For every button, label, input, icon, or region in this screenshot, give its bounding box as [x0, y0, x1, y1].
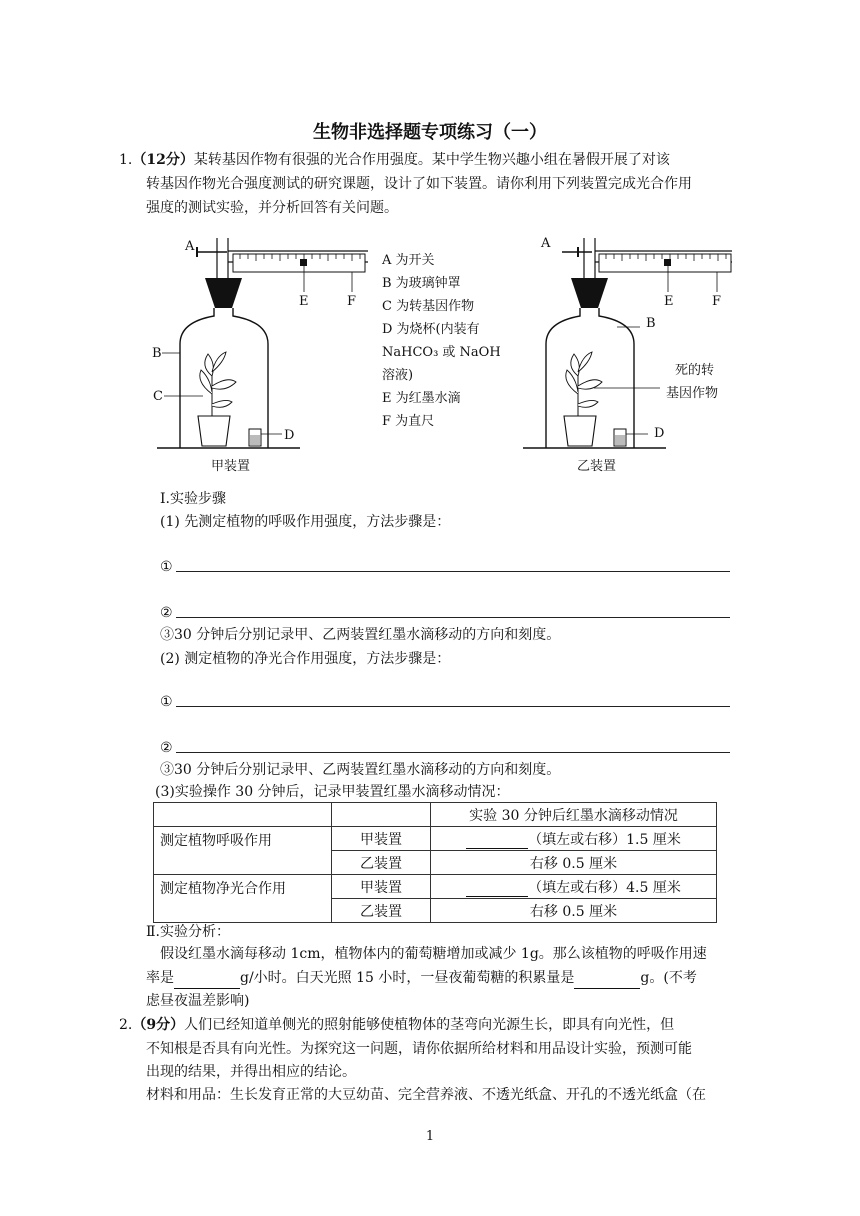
step2-heading: (2) 测定植物的净光合作用强度，方法步骤是：	[160, 651, 451, 667]
fill-blank-1[interactable]	[466, 834, 528, 849]
q1-intro-1: 某转基因作物有很强的光合作用强度。某中学生物兴趣小组在暑假开展了对该	[193, 152, 670, 168]
legend-8: F 为直尺	[382, 414, 435, 429]
analysis-text: g/小时。白天光照 15 小时，一昼夜葡萄糖的积累量是	[240, 970, 575, 986]
step2-item-1-label: ①	[160, 694, 173, 710]
label-d-right: D	[654, 426, 665, 441]
result-cell: 右移 0.5 厘米	[431, 899, 717, 923]
label-a-right: A	[541, 236, 551, 251]
step3-heading: (3)实验操作 30 分钟后，记录甲装置红墨水滴移动情况：	[155, 784, 510, 800]
step2-answer-line-1[interactable]	[176, 706, 730, 707]
fill-blank-2[interactable]	[466, 882, 528, 897]
device-cell: 甲装置	[332, 827, 431, 851]
result-cell	[431, 827, 717, 851]
page-title: 生物非选择题专项练习（一）	[313, 122, 547, 143]
device-cell: 乙装置	[332, 851, 431, 875]
analysis-text: 率是	[146, 970, 174, 986]
q1-intro-2: 转基因作物光合强度测试的研究课题，设计了如下装置。请你利用下列装置完成光合作用	[146, 176, 692, 192]
step2-item-2-label: ②	[160, 740, 173, 756]
figure-legend	[381, 252, 501, 429]
device-cell: 甲装置	[332, 875, 431, 899]
label-e-left: E	[299, 294, 309, 309]
legend-5: NaHCO₃ 或 NaOH	[382, 345, 501, 360]
result-cell: 右移 0.5 厘米	[431, 851, 717, 875]
group-photosynthesis: 测定植物净光合作用	[154, 875, 332, 923]
q1-score: （12分）	[132, 152, 194, 168]
analysis-line-3: 虑昼夜温差影响)	[146, 993, 250, 1009]
fill-blank-respiration-rate[interactable]	[174, 974, 240, 989]
label-a-left: A	[185, 239, 195, 254]
group-respiration: 测定植物呼吸作用	[154, 827, 332, 875]
step1-item-1-label: ①	[160, 559, 173, 575]
dead-plant-line-1: 死的转	[675, 363, 715, 378]
result-text: （填左或右移）4.5 厘米	[528, 879, 681, 896]
label-b-right: B	[646, 316, 656, 331]
q2-line-1	[119, 1014, 674, 1036]
result-text: （填左或右移）1.5 厘米	[528, 831, 681, 848]
step2-item-3: ③30 分钟后分别记录甲、乙两装置红墨水滴移动的方向和刻度。	[160, 762, 561, 778]
table-header-cell: 实验 30 分钟后红墨水滴移动情况	[431, 803, 717, 827]
q1-line-1	[119, 149, 670, 171]
legend-1: A 为开关	[382, 253, 435, 268]
step1-answer-line-1[interactable]	[176, 571, 730, 572]
analysis-heading: Ⅱ.实验分析：	[146, 924, 230, 940]
legend-6: 溶液)	[382, 368, 414, 383]
result-cell	[431, 875, 717, 899]
device-yi	[523, 236, 732, 474]
legend-3: C 为转基因作物	[382, 299, 475, 314]
page-number: 1	[425, 1129, 435, 1144]
device-cell: 乙装置	[332, 899, 431, 923]
legend-7: E 为红墨水滴	[382, 391, 461, 406]
q1-intro-3: 强度的测试实验，并分析回答有关问题。	[146, 200, 398, 216]
step1-item-2-label: ②	[160, 605, 173, 621]
q2-text-1: 人们已经知道单侧光的照射能够使植物体的茎弯向光源生长，即具有向光性，但	[184, 1017, 675, 1033]
results-table	[153, 802, 717, 923]
legend-4: D 为烧杯(内装有	[382, 322, 480, 337]
label-f-left: F	[347, 294, 357, 309]
step1-item-3: ③30 分钟后分别记录甲、乙两装置红墨水滴移动的方向和刻度。	[160, 627, 561, 643]
table-header-row	[154, 803, 717, 827]
q2-score: （9分）	[132, 1017, 185, 1033]
analysis-line-2	[146, 967, 697, 989]
step2-answer-line-2[interactable]	[176, 752, 730, 753]
table-row	[154, 827, 717, 851]
table-row	[154, 875, 717, 899]
q1-number: 1.	[119, 152, 133, 168]
label-e-right: E	[664, 294, 674, 309]
table-header-cell	[332, 803, 431, 827]
label-d-left: D	[284, 428, 295, 443]
dead-plant-line-2: 基因作物	[666, 386, 719, 401]
analysis-line-1: 假设红墨水滴每移动 1cm，植物体内的葡萄糖增加或减少 1g。那么该植物的呼吸作用速	[160, 946, 707, 962]
legend-2: B 为玻璃钟罩	[382, 276, 461, 291]
device-jia	[152, 238, 368, 474]
step1-answer-line-2[interactable]	[176, 617, 730, 618]
q2-text-4: 材料和用品：生长发育正常的大豆幼苗、完全营养液、不透光纸盒、开孔的不透光纸盒（在	[146, 1087, 706, 1103]
fill-blank-glucose-accumulation[interactable]	[574, 974, 640, 989]
caption-jia: 甲装置	[211, 459, 251, 474]
apparatus-figure	[0, 226, 860, 478]
steps-heading: Ⅰ.实验步骤	[160, 491, 226, 507]
label-c-left: C	[153, 389, 163, 404]
table-header-cell	[154, 803, 332, 827]
q2-text-2: 不知根是否具有向光性。为探究这一问题，请你依据所给材料和用品设计实验，预测可能	[146, 1041, 692, 1057]
step1-heading: (1) 先测定植物的呼吸作用强度，方法步骤是：	[160, 514, 451, 530]
q2-number: 2.	[119, 1017, 133, 1033]
caption-yi: 乙装置	[577, 459, 617, 474]
analysis-text: g。(不考	[640, 970, 697, 986]
label-b-left: B	[152, 346, 162, 361]
q2-text-3: 出现的结果，并得出相应的结论。	[146, 1064, 356, 1080]
label-f-right: F	[712, 294, 722, 309]
